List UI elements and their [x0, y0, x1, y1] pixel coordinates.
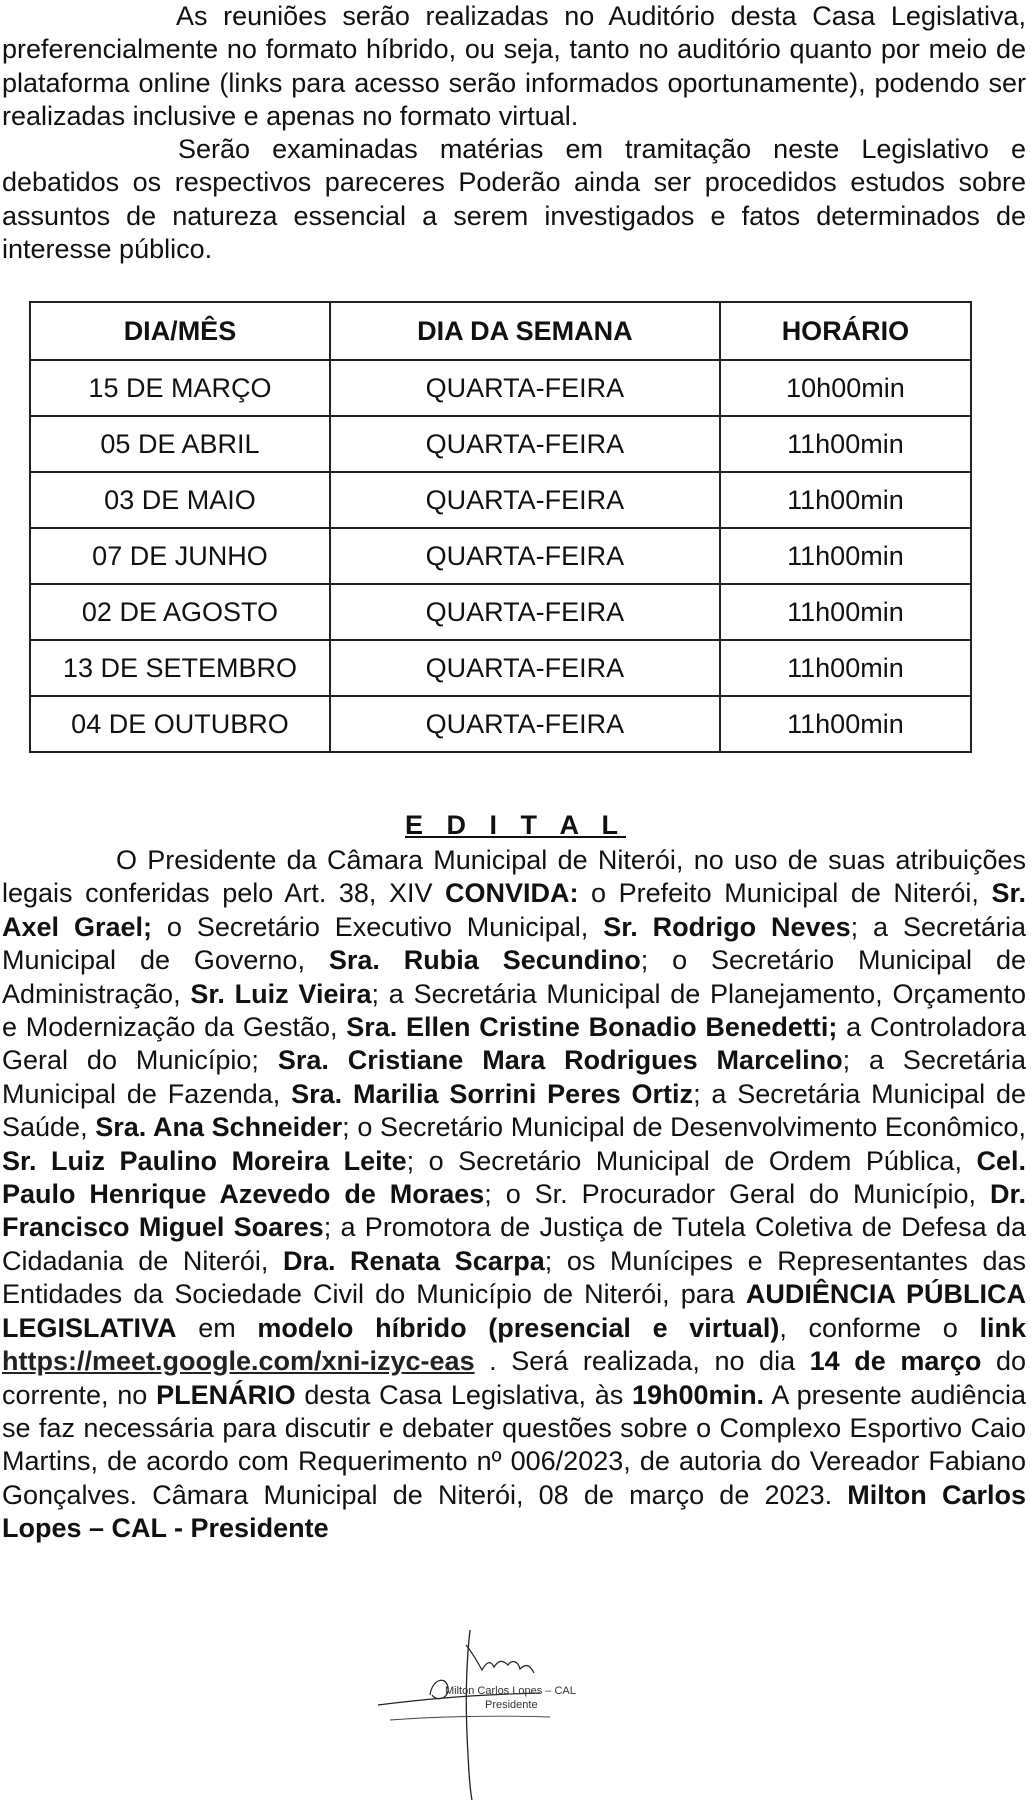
edital-title: E D I T A L: [405, 810, 626, 840]
cell-weekday: QUARTA-FEIRA: [330, 584, 720, 640]
table-row: [30, 472, 971, 528]
cell-time: 11h00min: [720, 640, 971, 696]
cell-time: 11h00min: [720, 416, 971, 472]
cell-weekday: QUARTA-FEIRA: [330, 416, 720, 472]
signature-role: Presidente: [485, 1699, 538, 1711]
cell-date: 04 DE OUTUBRO: [30, 696, 330, 752]
cell-date: 13 DE SETEMBRO: [30, 640, 330, 696]
cell-date: 02 DE AGOSTO: [30, 584, 330, 640]
intro-paragraph-1: As reuniões serão realizadas no Auditório desta Casa Legislativa, preferencialmente no formato híbrido, ou seja, tanto no auditório quanto por meio de plataforma online (links para acesso serão informados oportunamente), podendo ser realizadas inclusive e apenas no formato virtual.: [2, 1, 1026, 132]
schedule-table: [29, 301, 972, 753]
column-header-date: DIA/MÊS: [30, 302, 330, 360]
table-row: [30, 528, 971, 584]
cell-weekday: QUARTA-FEIRA: [330, 696, 720, 752]
cell-time: 11h00min: [720, 472, 971, 528]
cell-time: 10h00min: [720, 360, 971, 416]
cell-date: 05 DE ABRIL: [30, 416, 330, 472]
table-row: [30, 360, 971, 416]
table-row: [30, 584, 971, 640]
column-header-time: HORÁRIO: [720, 302, 971, 360]
intro-paragraph-2: Serão examinadas matérias em tramitação neste Legislativo e debatidos os respectivos pareceres Poderão ainda ser procedidos estudos sobre assuntos de natureza essencial a serem investigados e fatos determinados de interesse público.: [2, 134, 1026, 265]
signature-name: Milton Carlos Lopes – CAL: [445, 1685, 576, 1697]
cell-time: 11h00min: [720, 584, 971, 640]
cell-date: 15 DE MARÇO: [30, 360, 330, 416]
cell-weekday: QUARTA-FEIRA: [330, 472, 720, 528]
column-header-weekday: DIA DA SEMANA: [330, 302, 720, 360]
cell-weekday: QUARTA-FEIRA: [330, 640, 720, 696]
meeting-link[interactable]: https://meet.google.com/xni-izyc-eas: [2, 1346, 475, 1377]
cell-date: 07 DE JUNHO: [30, 528, 330, 584]
cell-time: 11h00min: [720, 528, 971, 584]
cell-date: 03 DE MAIO: [30, 472, 330, 528]
handwritten-signature: [370, 1625, 610, 1800]
table-row: [30, 416, 971, 472]
table-row: [30, 696, 971, 752]
edital-paragraph: O Presidente da Câmara Municipal de Niterói, no uso de suas atribuições legais conferidas pelo Art. 38, XIV CONVIDA: o Prefeito Municipal de Niterói, Sr. Axel Grael; o Secretário Executivo Municipal, Sr. Rodrigo Neves; a Secretária Municipal de Governo, Sra. Rubia Secundino; o Secretário Municipal de Administração, Sr. Luiz Vieira; a Secretária Municipal de Planejamento, Orçamento e Modernização da Gestão, Sra. Ellen Cristine Bonadio Benedetti; a Controladora Geral do Município; Sra. Cristiane Mara Rodrigues Marcelino; a Secretária Municipal de Fazenda, Sra. Marilia Sorrini Peres Ortiz; a Secretária Municipal de Saúde, Sra. Ana Schneider; o Secretário Municipal de Desenvolvimento Econômico, Sr. Luiz Paulino Moreira Leite; o Secretário Municipal de Ordem Pública, Cel. Paulo Henrique Azevedo de Moraes; o Sr. Procurador Geral do Município, Dr. Francisco Miguel Soares; a Promotora de Justiça de Tutela Coletiva de Defesa da Cidadania de Niterói, Dra. Renata Scarpa; os Munícipes e Representantes das Entidades da Sociedade Civil do Município de Niterói, para AUDIÊNCIA PÚBLICA LEGISLATIVA em modelo híbrido (presencial e virtual), conforme o link https://meet.google.com/xni-izyc-eas . Será realizada, no dia 14 de março do corrente, no PLENÁRIO desta Casa Legislativa, às 19h00min. A presente audiência se faz necessária para discutir e debater questões sobre o Complexo Esportivo Caio Martins, de acordo com Requerimento nº 006/2023, de autoria do Vereador Fabiano Gonçalves. Câmara Municipal de Niterói, 08 de março de 2023. Milton Carlos Lopes – CAL - Presidente: [2, 845, 1027, 1544]
cell-weekday: QUARTA-FEIRA: [330, 528, 720, 584]
table-row: [30, 640, 971, 696]
cell-time: 11h00min: [720, 696, 971, 752]
table-header-row: [30, 302, 971, 360]
cell-weekday: QUARTA-FEIRA: [330, 360, 720, 416]
